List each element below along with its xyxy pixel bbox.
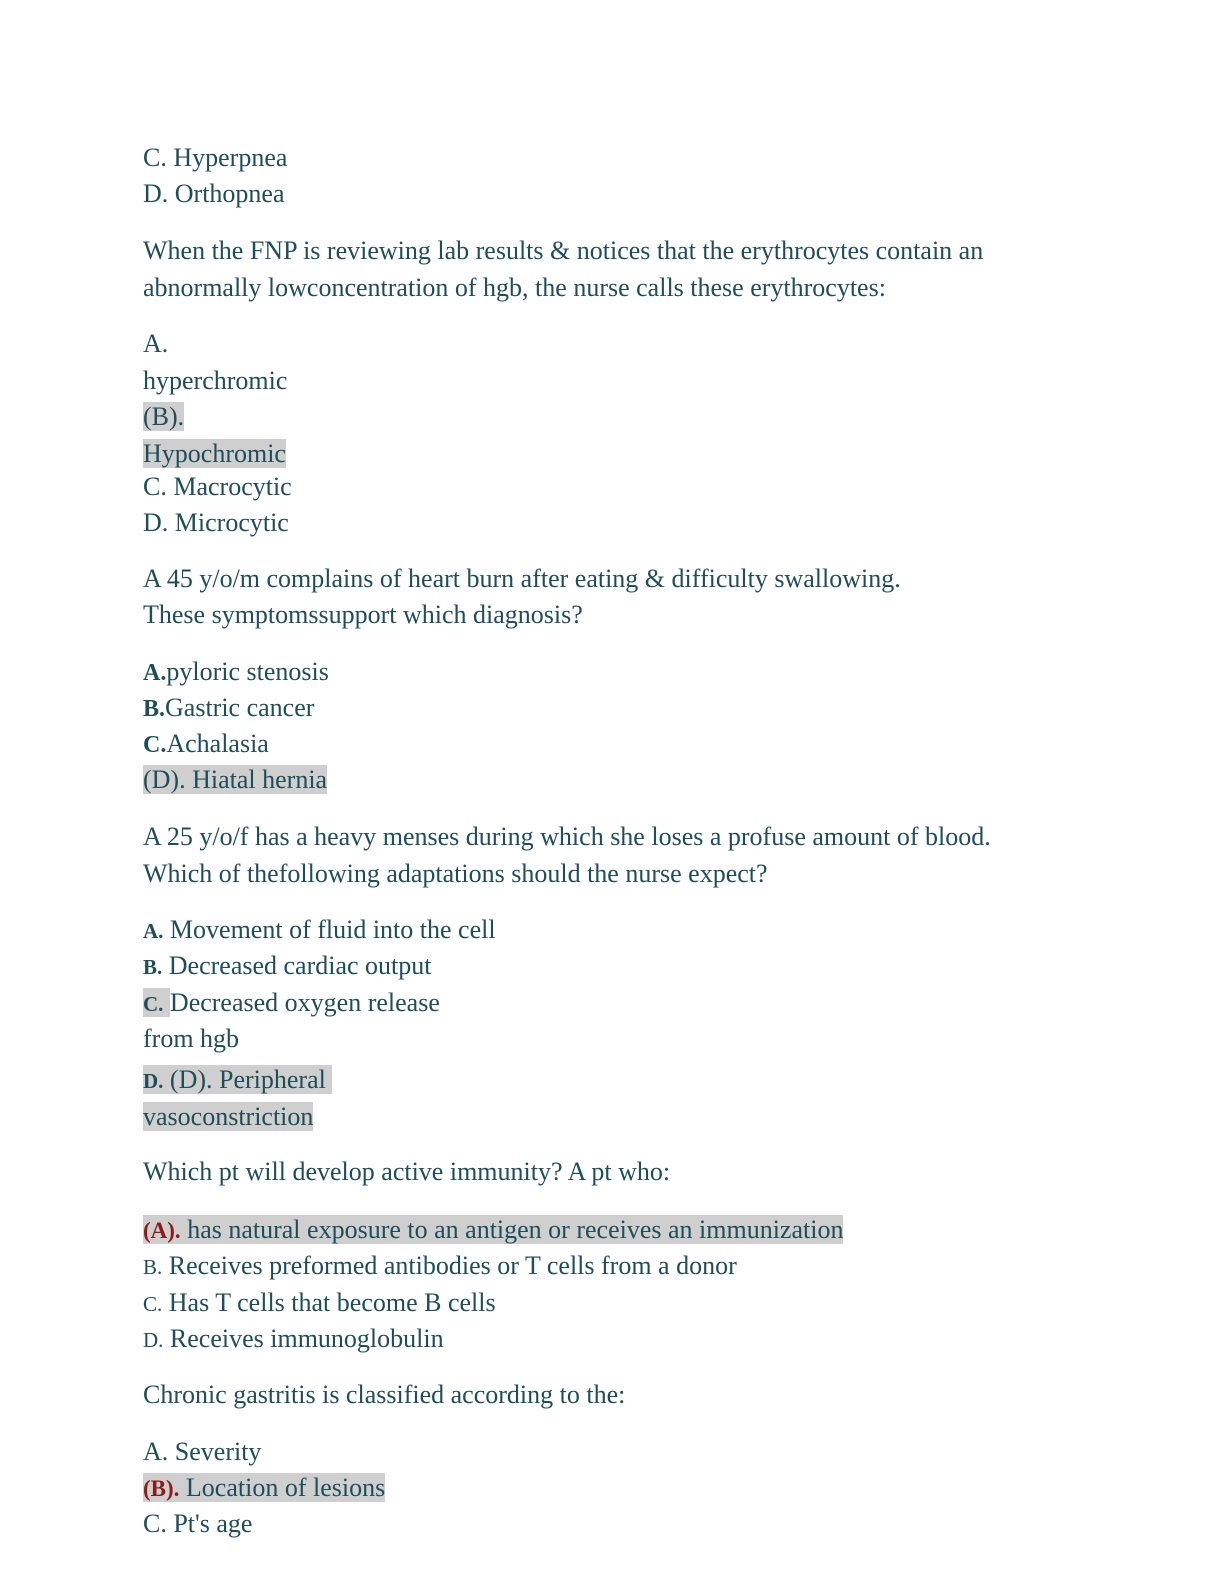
q2-option-d: (D). Hiatal hernia (143, 765, 328, 794)
q1-option-c: C. Macrocytic (143, 472, 292, 501)
q3-option-d-continued: vasoconstriction (143, 1102, 314, 1131)
question-2-line-2: These symptomssupport which diagnosis? (143, 600, 583, 629)
q3-option-c-continued: from hgb (143, 1024, 240, 1053)
q3-option-c: C. Decreased oxygen release (143, 988, 440, 1017)
q3-option-b: B. Decreased cardiac output (143, 951, 432, 980)
question-1-line-2: abnormally lowconcentration of hgb, the nurse calls these erythrocytes: (143, 273, 886, 302)
q1-option-d: D. Microcytic (143, 508, 289, 537)
option-c-hyperpnea: C. Hyperpnea (143, 143, 288, 172)
q2-option-a: A.pyloric stenosis (143, 657, 329, 686)
q2-option-b: B.Gastric cancer (143, 693, 315, 722)
q4-option-c: C. Has T cells that become B cells (143, 1288, 496, 1317)
q4-option-d: D. Receives immunoglobulin (143, 1324, 444, 1353)
q3-option-a: A. Movement of fluid into the cell (143, 915, 496, 944)
q4-option-a: (A). has natural exposure to an antigen or receives an immunization (143, 1215, 844, 1244)
question-5: Chronic gastritis is classified according to the: (143, 1380, 626, 1409)
question-3-line-2: Which of thefollowing adaptations should the nurse expect? (143, 859, 768, 888)
question-4: Which pt will develop active immunity? A pt who: (143, 1157, 671, 1186)
q5-option-b: (B). Location of lesions (143, 1473, 386, 1502)
q1-option-a-letter: A. (143, 329, 169, 358)
question-2-line-1: A 45 y/o/m complains of heart burn after eating & difficulty swallowing. (143, 564, 901, 593)
q2-option-c: C.Achalasia (143, 729, 269, 758)
q5-option-c: C. Pt's age (143, 1509, 253, 1538)
q3-option-d: D. (D). Peripheral (143, 1063, 332, 1098)
q4-option-b: B. Receives preformed antibodies or T cells from a donor (143, 1251, 737, 1280)
q5-option-a: A. Severity (143, 1437, 262, 1466)
q1-option-b-letter: (B). (143, 402, 185, 431)
question-3-line-1: A 25 y/o/f has a heavy menses during which she loses a profuse amount of blood. (143, 822, 991, 851)
q1-option-b-text: Hypochromic (143, 439, 286, 468)
option-d-orthopnea: D. Orthopnea (143, 179, 285, 208)
q1-option-a-text: hyperchromic (143, 366, 288, 395)
question-1-line-1: When the FNP is reviewing lab results & notices that the erythrocytes contain an (143, 236, 984, 265)
